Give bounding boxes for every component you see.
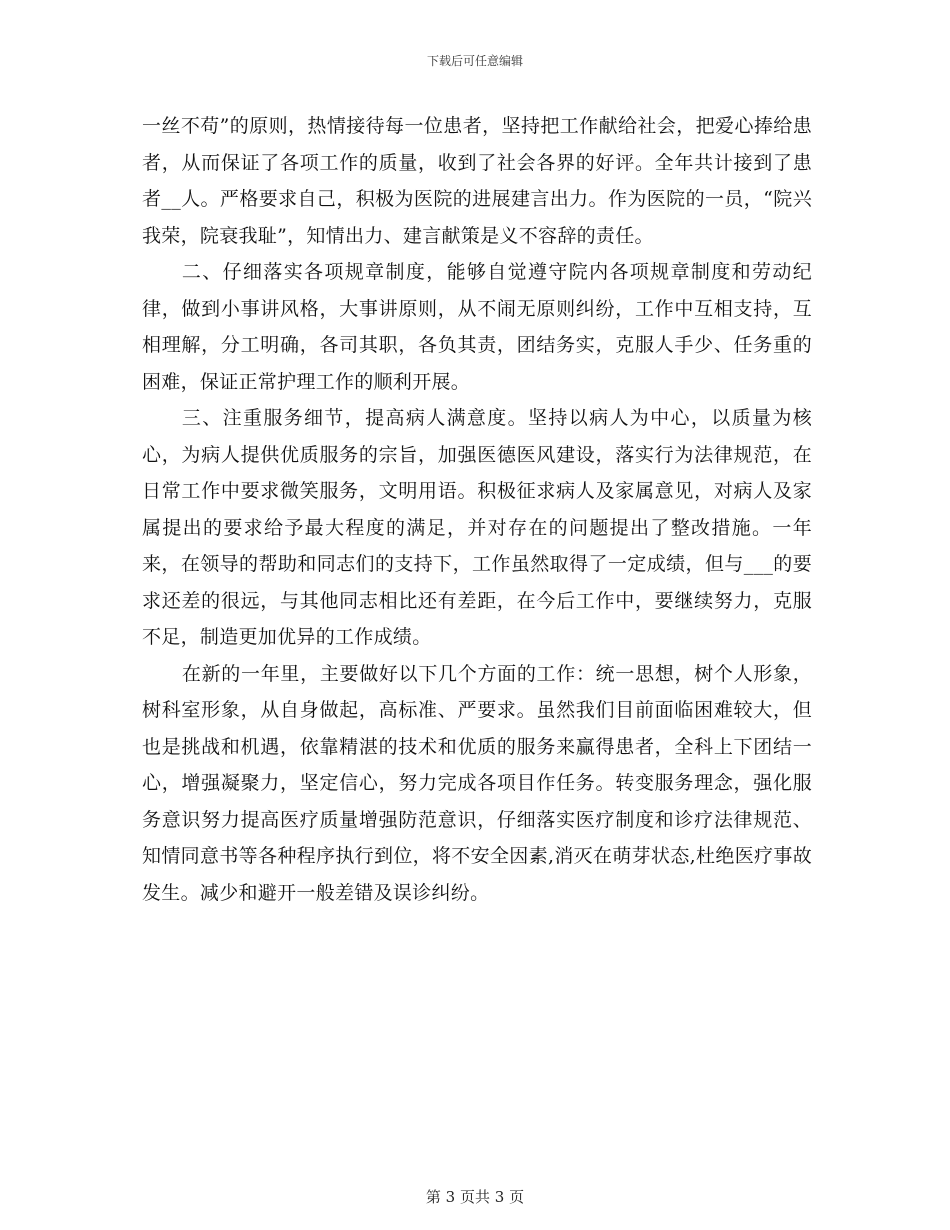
document-body (142, 108, 812, 911)
paragraph-continuation: 一丝不苟”的原则，热情接待每一位患者，坚持把工作献给社会，把爱心捧给患者，从而保证了各项工作的质量，收到了社会各界的好评。全年共计接到了患者__人。严格要求自己，积极为医院的进展建言出力。作为医院的一员，“院兴我荣，院衰我耻”，知情出力、建言献策是义不容辞的责任。 (142, 115, 812, 247)
paragraph-new-year: 在新的一年里，主要做好以下几个方面的工作：统一思想，树个人形象，树科室形象，从自身做起，高标准、严要求。虽然我们目前面临困难较大，但也是挑战和机遇，依靠精湛的技术和优质的服务来赢得患者，全科上下团结一心，增强凝聚力，坚定信心，努力完成各项目作任务。转变服务理念，强化服务意识努力提高医疗质量增强防范意识，仔细落实医疗制度和诊疗法律规范、知情同意书等各种程序执行到位，将不安全因素,消灭在萌芽状态,杜绝医疗事故发生。减少和避开一般差错及误诊纠纷。 (142, 662, 812, 904)
paragraph-service: 三、注重服务细节，提高病人满意度。坚持以病人为中心，以质量为核心，为病人提供优质服务的宗旨，加强医德医风建设，落实行为法律规范，在日常工作中要求微笑服务，文明用语。积极征求病人及家属意见，对病人及家属提出的要求给予最大程度的满足，并对存在的问题提出了整改措施。一年来，在领导的帮助和同志们的支持下，工作虽然取得了一定成绩，但与___的要求还差的很远，与其他同志相比还有差距，在今后工作中，要继续努力，克服不足，制造更加优异的工作成绩。 (142, 407, 812, 648)
page-header: 下载后可任意编辑 (426, 54, 523, 68)
page-footer: 第 3 页共 3 页 (425, 1188, 525, 1206)
paragraph-rules: 二、仔细落实各项规章制度，能够自觉遵守院内各项规章制度和劳动纪律，做到小事讲风格，大事讲原则，从不闹无原则纠纷，工作中互相支持，互相理解，分工明确，各司其职，各负其责，团结务实，克服人手少、任务重的困难，保证正常护理工作的顺利开展。 (142, 261, 812, 393)
